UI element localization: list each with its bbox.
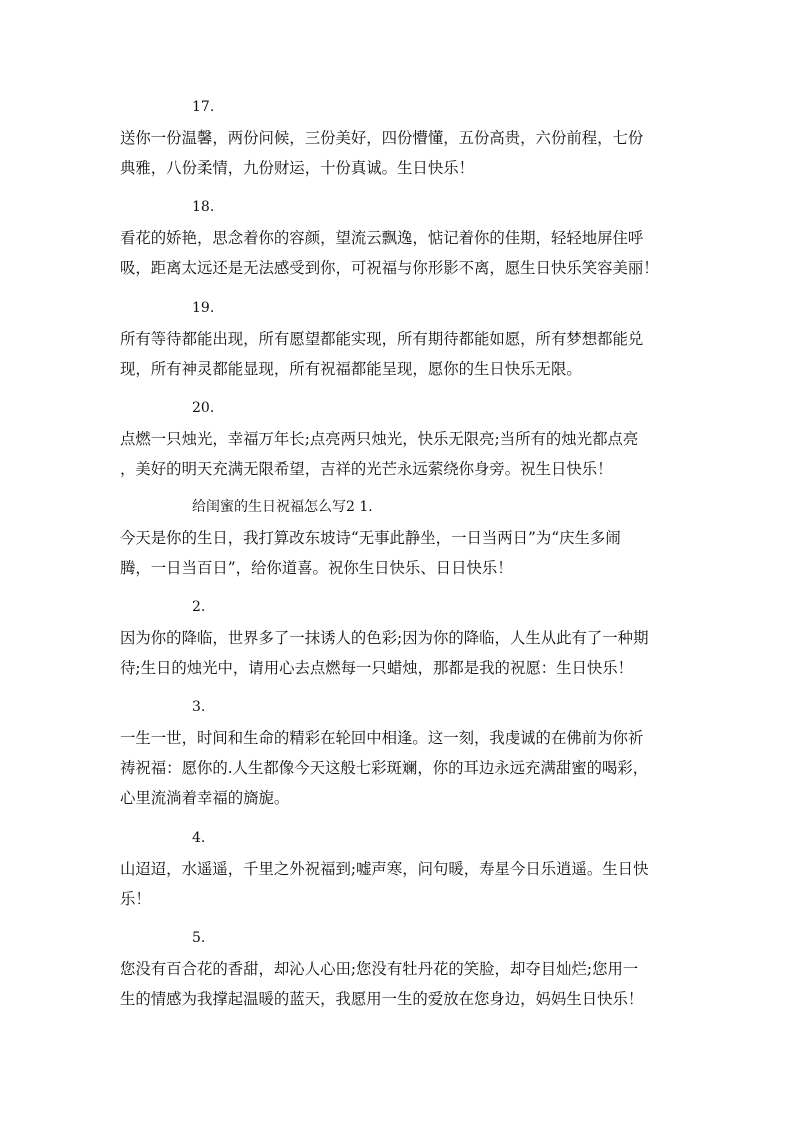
text-line: 心里流淌着幸福的旖旎。 (120, 789, 290, 807)
text-line: 吸，距离太远还是无法感受到你，可祝福与你形影不离，愿生日快乐笑容美丽！ (120, 259, 659, 277)
section-2-item-3 (120, 697, 680, 813)
item-number: 17. (192, 99, 215, 115)
text-line: 待;生日的烛光中，请用心去点燃每一只蜡烛，那都是我的祝愿：生日快乐！ (120, 659, 634, 677)
wish-item-19 (120, 298, 680, 384)
item-text (120, 623, 680, 683)
text-line: 祷祝福：愿你的.人生都像今天这般七彩斑斓，你的耳边永远充满甜蜜的喝彩， (120, 759, 649, 777)
item-number: 5. (192, 930, 206, 946)
text-line: 因为你的降临，世界多了一抹诱人的色彩;因为你的降临，人生从此有了一种期 (120, 629, 649, 647)
text-line: 腾，一日当百日”，给你道喜。祝你生日快乐、日日快乐！ (120, 559, 513, 577)
section-2-item-4 (120, 828, 680, 914)
item-text (120, 223, 680, 283)
item-text (120, 854, 680, 914)
text-line: 典雅，八份柔情，九份财运，十份真诚。生日快乐！ (120, 159, 474, 177)
wish-item-18 (120, 197, 680, 283)
item-number: 2. (192, 599, 206, 615)
item-number: 4. (192, 830, 206, 846)
section-heading: 给闺蜜的生日祝福怎么写2 1. (192, 499, 373, 515)
text-line: 一生一世，时间和生命的精彩在轮回中相逢。这一刻，我虔诚的在佛前为你祈 (120, 729, 644, 747)
item-text (120, 123, 680, 183)
item-number: 3. (192, 699, 206, 715)
section-2-item-5 (120, 928, 680, 1014)
item-text (120, 324, 680, 384)
section-2-item-2 (120, 597, 680, 683)
item-number: 20. (192, 400, 215, 416)
text-line: 您没有百合花的香甜，却沁人心田;您没有牡丹花的笑脸，却夺目灿烂;您用一 (120, 960, 639, 978)
text-line: 所有等待都能出现，所有愿望都能实现，所有期待都能如愿，所有梦想都能兑 (120, 330, 644, 348)
wish-item-20 (120, 398, 680, 484)
text-line: 山迢迢，水遥遥，千里之外祝福到;嘘声寒，问句暖，寿星今日乐逍遥。生日快 (120, 860, 649, 878)
item-text (120, 424, 680, 484)
wish-item-17 (120, 97, 680, 183)
text-line: 点燃一只烛光，幸福万年长;点亮两只烛光，快乐无限亮;当所有的烛光都点亮 (120, 430, 639, 448)
item-text (120, 954, 680, 1014)
text-line: 看花的娇艳，思念着你的容颜，望流云飘逸，惦记着你的佳期，轻轻地屏住呼 (120, 229, 644, 247)
item-text (120, 723, 680, 813)
item-text (120, 523, 680, 583)
text-line: 今天是你的生日，我打算改东坡诗“无事此静坐，一日当两日”为“庆生多闹 (120, 529, 621, 547)
text-line: 乐！ (120, 890, 151, 908)
item-number: 19. (192, 300, 215, 316)
section-2-item-1 (120, 497, 680, 583)
text-line: 现，所有神灵都能显现，所有祝福都能呈现，愿你的生日快乐无限。 (120, 360, 582, 378)
item-number: 18. (192, 199, 215, 215)
text-line: 生的情感为我撑起温暖的蓝天，我愿用一生的爱放在您身边，妈妈生日快乐！ (120, 990, 644, 1008)
text-line: ，美好的明天充满无限希望，吉祥的光芒永远萦绕你身旁。祝生日快乐！ (120, 460, 613, 478)
text-line: 送你一份温馨，两份问候，三份美好，四份懵懂，五份高贵，六份前程，七份 (120, 129, 644, 147)
